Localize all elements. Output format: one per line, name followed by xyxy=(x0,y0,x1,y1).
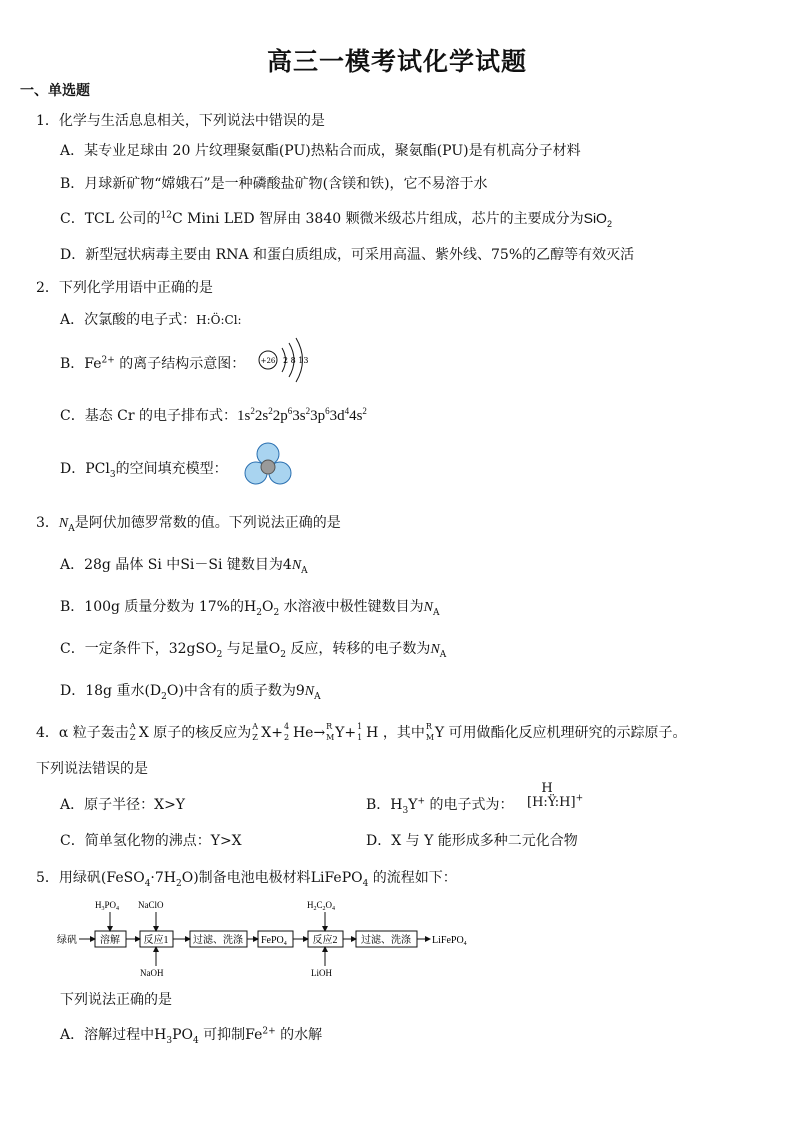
h-text: H xyxy=(244,599,257,615)
o4-subscript: 4 xyxy=(332,906,336,912)
flow-end-product xyxy=(432,935,467,947)
flow-step-filter1: 过滤、洗涤 xyxy=(193,935,243,946)
h3y-electron-formula xyxy=(527,795,583,810)
h-symbol: H xyxy=(366,725,379,741)
option-c-text: C Mini LED 智屏由 3840 颗微米级芯片组成，芯片的主要成分为 xyxy=(171,211,584,227)
po4-subscript: 4 xyxy=(116,906,120,912)
h-text: H xyxy=(307,900,314,910)
question-1-option-d: D．新型冠状病毒主要由 RNA 和蛋白质组成，可采用高温、紫外线、75%的乙醇等有效灭活 xyxy=(60,247,635,263)
question-2-option-a xyxy=(60,309,242,329)
question-5-stem-2: 下列说法正确的是 xyxy=(60,992,172,1008)
flow-step-reaction1: 反应1 xyxy=(143,935,169,946)
pcl3-space-filling-model xyxy=(244,442,292,488)
nucleus-charge: +26 xyxy=(260,357,276,365)
h2o2-formula xyxy=(244,599,280,618)
q4-stem-pre: 4．α 粒子轰击 xyxy=(36,725,129,741)
so2-mass: 32gSO xyxy=(168,641,217,657)
y-text: Y xyxy=(408,797,418,813)
option-d-mid: )中含有的质子数为 xyxy=(178,683,296,699)
lifepo4-process-flowchart xyxy=(55,896,485,978)
option-d-value: 9 xyxy=(295,683,305,699)
he-atomic: 2 xyxy=(283,733,290,742)
y-isotope-label-2 xyxy=(425,722,435,742)
flow-input-naoh: NaOH xyxy=(140,968,164,978)
h-mass: 1 xyxy=(357,722,363,731)
fepo4-subscript: 4 xyxy=(283,941,287,947)
question-2-stem: 2．下列化学用语中正确的是 xyxy=(36,280,213,296)
orbital-electron-count: 6 xyxy=(287,406,293,416)
question-5-option-a xyxy=(60,1024,322,1044)
orbital-label: 3p xyxy=(310,408,326,424)
avogadro-symbol: N xyxy=(423,600,433,615)
h3-subscript: 3 xyxy=(402,805,409,816)
avogadro-subscript: A xyxy=(314,691,321,702)
pcl3-subscript: 3 xyxy=(109,469,116,480)
option-a-text: A．溶解过程中 xyxy=(60,1027,155,1043)
question-4-stem xyxy=(36,722,687,742)
q5-stem-post: 的流程如下： xyxy=(368,870,457,886)
fe-charge: 2+ xyxy=(101,355,115,366)
x-atomic: Z xyxy=(129,733,136,742)
x-atomic-2: Z xyxy=(252,733,258,742)
question-3-option-c xyxy=(60,638,446,658)
q4-stem-post: 可用做酯化反应机理研究的示踪原子。 xyxy=(444,725,687,741)
o-text: O xyxy=(261,599,274,615)
option-d-text: 的空间填充模型： xyxy=(115,461,228,477)
o-text: O xyxy=(181,870,194,886)
flow-input-lioh: LiOH xyxy=(311,968,332,978)
option-c-post: 反应，转移的电子数为 xyxy=(285,641,431,657)
option-a-text: A．28g 晶体 Si 中 xyxy=(60,557,181,573)
x-isotope-label-2 xyxy=(251,722,261,742)
orbital-electron-count: 2 xyxy=(362,406,367,416)
q3-stem-text: 是阿伏加德罗常数的值。下列说法正确的是 xyxy=(74,515,341,531)
fe-ion: Fe xyxy=(84,356,102,372)
c2-subscript: 2 xyxy=(322,906,326,912)
orbital-electron-count: 4 xyxy=(344,406,350,416)
x-symbol-2: X xyxy=(261,725,272,741)
po-text: PO xyxy=(172,1027,193,1043)
flow-input-h3po4 xyxy=(95,900,119,912)
question-5-stem xyxy=(36,867,457,887)
page-title: 高三一模考试化学试题 xyxy=(266,47,527,76)
d-subscript: 2 xyxy=(161,691,167,702)
fe-ion: Fe xyxy=(245,1027,263,1043)
option-b-prefix: B． xyxy=(60,356,85,372)
o-subscript: 2 xyxy=(273,607,280,618)
avogadro-subscript: A xyxy=(301,565,308,576)
question-4-option-b xyxy=(366,794,514,814)
question-3-option-a xyxy=(60,554,308,574)
q4-stem-mid: 原子的核反应为 xyxy=(148,725,252,741)
h3-subscript: 3 xyxy=(166,1035,173,1046)
orbital-label: 4s xyxy=(349,408,363,424)
h-text: H xyxy=(95,900,102,910)
phosphorus-sphere xyxy=(261,460,275,474)
y-symbol: Y xyxy=(335,725,345,741)
orbital-label: 2p xyxy=(272,408,288,424)
po-text: PO xyxy=(104,900,117,910)
c-text: C xyxy=(316,900,323,910)
avogadro-symbol: N xyxy=(430,642,440,657)
option-a-post: 的水解 xyxy=(275,1027,323,1043)
option-c-text: C．基态 Cr 的电子排布式： xyxy=(60,408,238,424)
si-si-bond: Si－Si xyxy=(180,557,223,573)
option-b-text: B．100g 质量分数为 17%的 xyxy=(60,599,244,615)
question-1-stem: 1．化学与生活息息相关，下列说法中错误的是 xyxy=(36,113,325,129)
fepo4-text: FePO xyxy=(261,935,284,946)
question-4-option-a: A．原子半径：X>Y xyxy=(60,797,186,813)
q4-stem-mid2: ，其中 xyxy=(378,725,425,741)
fe-ion-structure-diagram xyxy=(258,334,318,388)
y-atomic: M xyxy=(326,733,335,742)
plus-sign-2: + xyxy=(344,725,357,741)
orbital-label: 2s xyxy=(254,408,269,424)
avogadro-subscript: A xyxy=(439,649,447,660)
option-a-mid: 键数目为 xyxy=(222,557,283,573)
orbital-label: 3s xyxy=(292,408,306,424)
orbital-label: 3d xyxy=(329,408,345,424)
avogadro-symbol: N xyxy=(291,558,302,573)
orbital-electron-count: 2 xyxy=(268,406,273,416)
h-isotope-label xyxy=(356,722,366,742)
option-d-text: D．18g 重水( xyxy=(60,683,150,699)
o-text: O xyxy=(325,900,333,910)
sio2-subscript: 2 xyxy=(606,218,612,229)
y-symbol-2: Y xyxy=(434,725,445,741)
hydrate-text: ·7H xyxy=(150,870,176,886)
electron-formula-body: [H:Ÿ:H] xyxy=(527,795,576,810)
cr-electron-config xyxy=(237,408,367,424)
option-c-prefix: C．TCL 公司的 xyxy=(60,211,161,227)
y-mass: R xyxy=(326,722,333,731)
o2-subscript: 2 xyxy=(280,649,286,660)
flow-step-reaction2: 反应2 xyxy=(312,935,338,946)
h2o-subscript: 2 xyxy=(176,878,182,889)
x-mass: A xyxy=(129,722,136,731)
option-b-prefix: B． xyxy=(366,797,391,813)
feso4-subscript: 4 xyxy=(144,878,151,889)
po4-subscript: 4 xyxy=(192,1035,199,1046)
hclo-electron-formula: H:Ö:Cl: xyxy=(196,313,242,327)
option-a-value: 4 xyxy=(282,557,292,573)
h-subscript: 2 xyxy=(256,607,262,618)
electron-formula-charge: + xyxy=(575,793,584,804)
x-mass-2: A xyxy=(252,722,259,731)
lifepo4-text: LiFePO xyxy=(310,870,363,886)
flow-step-dissolve: 溶解 xyxy=(100,935,120,946)
lifepo4-subscript: 4 xyxy=(362,878,369,889)
feso4-text: FeSO xyxy=(106,870,145,886)
option-b-text: 的离子结构示意图： xyxy=(114,356,246,372)
orbital-electron-count: 2 xyxy=(250,406,255,416)
electron-formula-top-h: H xyxy=(541,781,553,796)
plus-sign: + xyxy=(271,725,283,741)
flow-start-label: 绿矾 xyxy=(57,935,77,946)
option-a-text: A．次氯酸的电子式： xyxy=(60,312,197,328)
pcl3-formula xyxy=(85,461,116,480)
y-charge: + xyxy=(417,796,426,807)
so2-subscript: 2 xyxy=(216,649,223,660)
o-text: O xyxy=(166,683,179,699)
question-1-option-b: B．月球新矿物“嫦娥石”是一种磷酸盐矿物(含镁和铁)，它不易溶于水 xyxy=(60,176,488,192)
question-3-option-d xyxy=(60,680,321,700)
y-mass-2: R xyxy=(425,722,432,731)
avogadro-subscript: A xyxy=(432,607,440,618)
d-text: D xyxy=(149,683,162,699)
orbital-label: 1s xyxy=(237,408,251,424)
option-b-text: 的电子式为： xyxy=(425,797,514,813)
he-mass: 4 xyxy=(283,722,290,731)
question-3-stem xyxy=(36,512,341,532)
y-isotope-label xyxy=(325,722,335,742)
question-4-option-c: C．简单氢化物的沸点：Y>X xyxy=(60,833,242,849)
fe-charge: 2+ xyxy=(262,1026,276,1037)
carbon-mass-number: 12 xyxy=(160,210,172,221)
section-heading: 一、单选题 xyxy=(20,83,90,99)
option-d-prefix: D． xyxy=(60,461,86,477)
q5-stem-mid: )制备电池电极材料 xyxy=(193,870,311,886)
option-b-post: 水溶液中极性键数目为 xyxy=(279,599,424,615)
q5-stem-pre: 5．用绿矾( xyxy=(36,870,107,886)
flow-input-naclo: NaClO xyxy=(138,900,164,910)
shell-electron-counts: 2 8 13 xyxy=(283,356,309,365)
flow-fepo4 xyxy=(261,935,287,947)
flow-step-filter2: 过滤、洗涤 xyxy=(361,935,411,946)
reaction-arrow: → xyxy=(313,725,326,741)
orbital-electron-count: 2 xyxy=(305,406,311,416)
sio2-formula xyxy=(583,210,612,229)
question-3-option-b xyxy=(60,596,439,616)
question-2-option-d xyxy=(60,458,228,478)
avogadro-subscript: A xyxy=(68,523,75,534)
o2-text: O xyxy=(268,641,281,657)
orbital-electron-count: 6 xyxy=(325,406,330,416)
x-symbol: X xyxy=(138,725,149,741)
option-c-mid: 与足量 xyxy=(222,641,269,657)
question-2-option-c xyxy=(60,405,367,425)
h3-subscript: 3 xyxy=(101,906,105,912)
q3-number: 3． xyxy=(36,515,59,531)
question-1-option-c xyxy=(60,208,612,228)
he-isotope-label xyxy=(283,722,293,742)
question-4-stem-2: 下列说法错误的是 xyxy=(36,761,148,777)
sio-text: SiO xyxy=(583,210,607,226)
h2-subscript: 2 xyxy=(313,906,317,912)
h-text: H xyxy=(390,797,403,813)
h-atomic: 1 xyxy=(357,733,363,742)
lifepo4-subscript: 4 xyxy=(463,941,467,947)
x-isotope-label xyxy=(129,722,139,742)
question-1-option-a: A．某专业足球由 20 片纹理聚氨酯(PU)热粘合而成，聚氨酯(PU)是有机高分子材料 xyxy=(60,143,581,159)
avogadro-symbol: N xyxy=(58,516,69,531)
question-4-option-d: D．X 与 Y 能形成多种二元化合物 xyxy=(366,833,578,849)
question-2-option-b xyxy=(60,353,245,373)
option-c-text: C．一定条件下， xyxy=(60,641,169,657)
avogadro-symbol: N xyxy=(304,684,315,699)
h-text: H xyxy=(154,1027,167,1043)
pcl-text: PCl xyxy=(85,461,110,477)
lifepo4-text: LiFePO xyxy=(432,935,464,946)
y-atomic-2: M xyxy=(425,733,435,742)
he-symbol: He xyxy=(292,725,314,741)
flow-input-h2c2o4 xyxy=(307,900,335,912)
option-a-mid: 可抑制 xyxy=(198,1027,246,1043)
